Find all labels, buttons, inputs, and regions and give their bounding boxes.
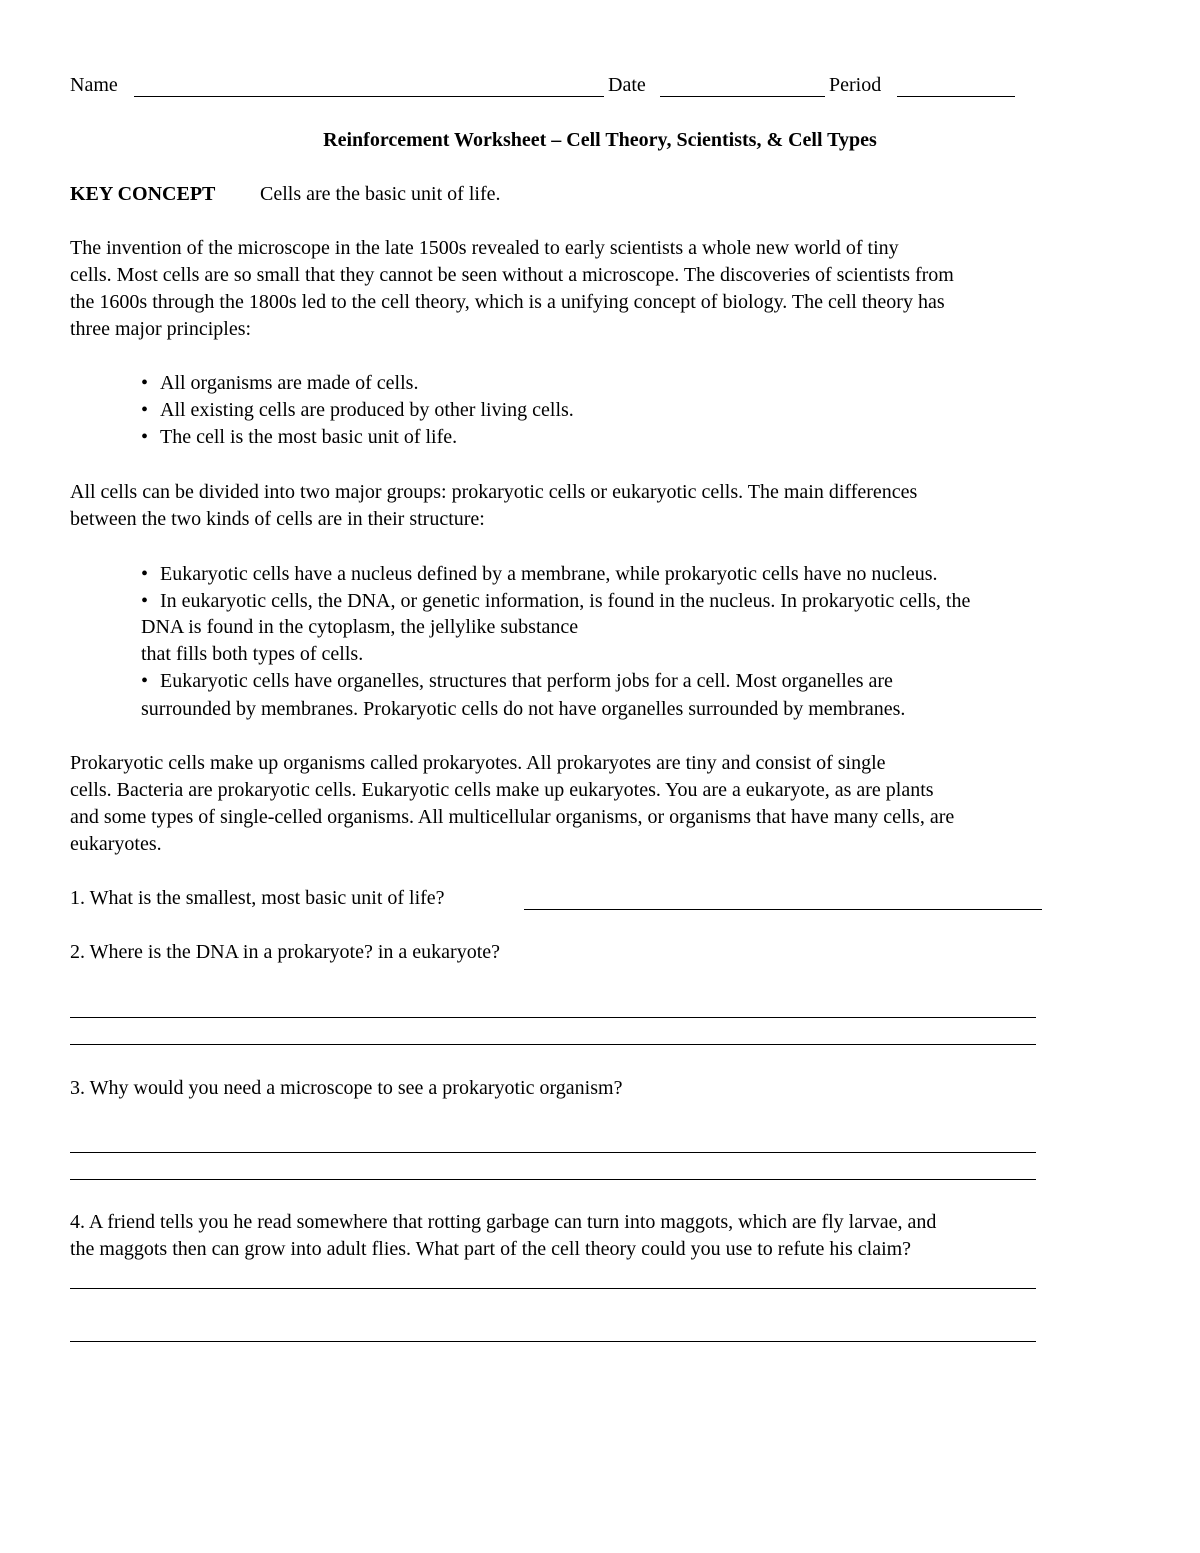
page-title: Reinforcement Worksheet – Cell Theory, Scientists, & Cell Types [323, 129, 877, 151]
answer-line-q4[interactable] [70, 1288, 1036, 1289]
bullet-icon: • [141, 426, 149, 448]
answer-line-q3[interactable] [70, 1179, 1036, 1180]
question-3: 3. Why would you need a microscope to see a prokaryotic organism? [70, 1077, 623, 1099]
difference-item: Eukaryotic cells have a nucleus defined by a membrane, while prokaryotic cells have no nucleus. [160, 563, 938, 585]
bullet-icon: • [141, 399, 149, 421]
key-concept-text: Cells are the basic unit of life. [260, 183, 501, 205]
bullet-icon: • [141, 670, 149, 692]
bullet-icon: • [141, 590, 149, 612]
question-1: 1. What is the smallest, most basic unit of life? [70, 887, 445, 909]
answer-line-q4[interactable] [70, 1341, 1036, 1342]
period-field[interactable] [897, 96, 1015, 97]
key-concept-label: KEY CONCEPT [70, 183, 216, 205]
intro-line: cells. Most cells are so small that they cannot be seen without a microscope. The discoveries of scientists from [70, 264, 954, 286]
groups-intro-line: All cells can be divided into two major groups: prokaryotic cells or eukaryotic cells. The main differences [70, 481, 918, 503]
bullet-icon: • [141, 372, 149, 394]
difference-item: In eukaryotic cells, the DNA, or genetic information, is found in the nucleus. In prokaryotic cells, the [160, 590, 971, 612]
intro-line: The invention of the microscope in the late 1500s revealed to early scientists a whole new world of tiny [70, 237, 899, 259]
difference-item-continued: DNA is found in the cytoplasm, the jellylike substance [141, 616, 579, 638]
question-2: 2. Where is the DNA in a prokaryote? in a eukaryote? [70, 941, 501, 963]
answer-line-q1[interactable] [524, 909, 1042, 910]
principle-item: All existing cells are produced by other living cells. [160, 399, 574, 421]
intro-line: three major principles: [70, 318, 252, 340]
intro-line: the 1600s through the 1800s led to the cell theory, which is a unifying concept of biology. The cell theory has [70, 291, 945, 313]
principle-item: All organisms are made of cells. [160, 372, 419, 394]
principle-item: The cell is the most basic unit of life. [160, 426, 458, 448]
answer-line-q3[interactable] [70, 1152, 1036, 1153]
name-field[interactable] [134, 96, 604, 97]
prokaryotes-paragraph-line: Prokaryotic cells make up organisms called prokaryotes. All prokaryotes are tiny and consist of single [70, 752, 886, 774]
groups-intro-line: between the two kinds of cells are in their structure: [70, 508, 485, 530]
answer-line-q2[interactable] [70, 1044, 1036, 1045]
bullet-icon: • [141, 563, 149, 585]
difference-item: Eukaryotic cells have organelles, structures that perform jobs for a cell. Most organelles are [160, 670, 893, 692]
date-field[interactable] [660, 96, 825, 97]
question-4: 4. A friend tells you he read somewhere that rotting garbage can turn into maggots, which are fly larvae, and [70, 1211, 937, 1233]
difference-item-continued: surrounded by membranes. Prokaryotic cells do not have organelles surrounded by membranes. [141, 698, 906, 720]
difference-item-continued: that fills both types of cells. [141, 643, 364, 665]
answer-line-q2[interactable] [70, 1017, 1036, 1018]
period-label: Period [829, 74, 882, 96]
prokaryotes-paragraph-line: eukaryotes. [70, 833, 162, 855]
prokaryotes-paragraph-line: cells. Bacteria are prokaryotic cells. Eukaryotic cells make up eukaryotes. You are a eukaryote, as are plants [70, 779, 934, 801]
prokaryotes-paragraph-line: and some types of single-celled organisms. All multicellular organisms, or organisms that have many cells, are [70, 806, 955, 828]
date-label: Date [608, 74, 646, 96]
name-label: Name [70, 74, 118, 96]
question-4-continued: the maggots then can grow into adult flies. What part of the cell theory could you use to refute his claim? [70, 1238, 912, 1260]
